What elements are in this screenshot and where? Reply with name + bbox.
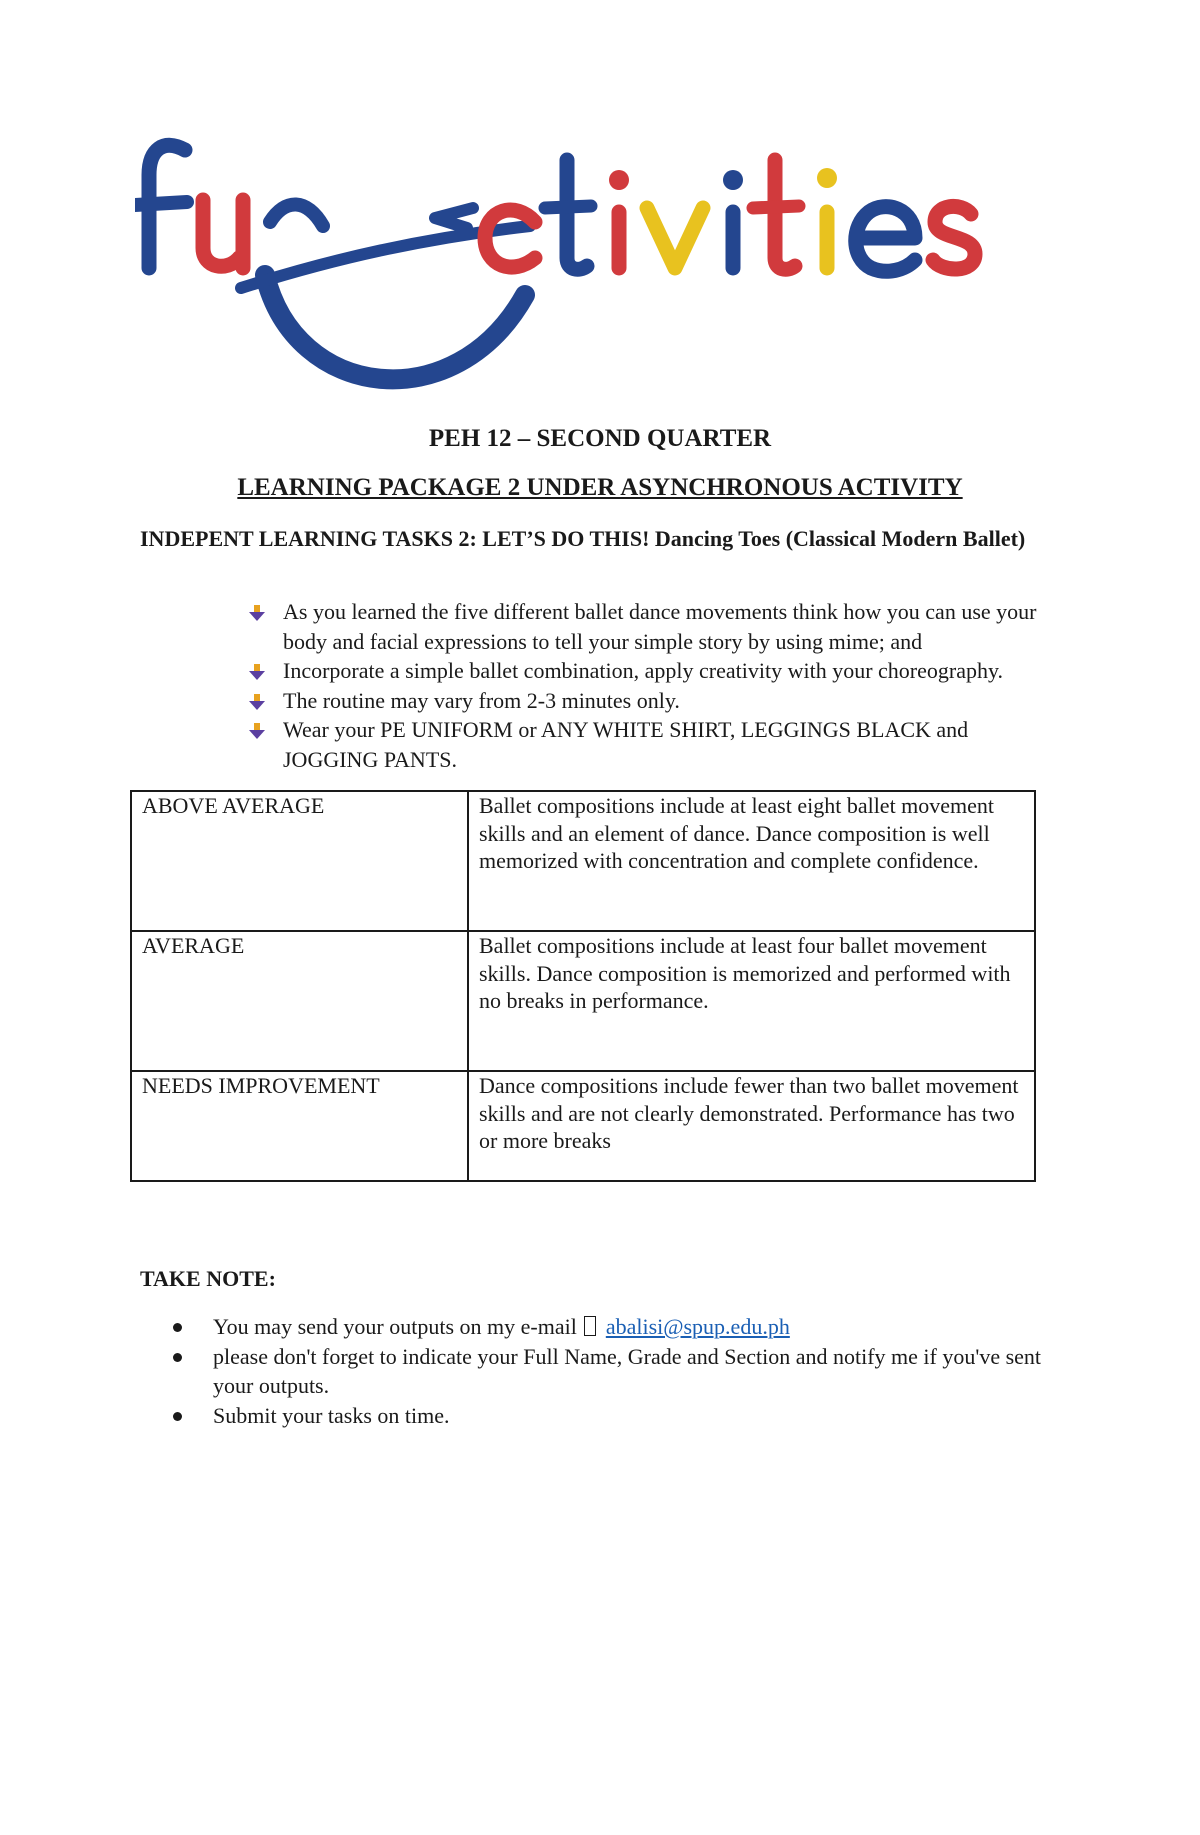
arrow-down-icon bbox=[248, 693, 266, 711]
rubric-table bbox=[130, 790, 1036, 1182]
email-prefix-text: You may send your outputs on my e-mail bbox=[213, 1314, 577, 1339]
rubric-description: Ballet compositions include at least four ballet movement skills. Dance composition is memorized and performed with no breaks in performance. bbox=[468, 931, 1035, 1071]
page-subtitle: LEARNING PACKAGE 2 UNDER ASYNCHRONOUS ACTIVITY bbox=[237, 474, 963, 501]
table-row bbox=[131, 931, 1035, 1071]
arrow-down-icon bbox=[248, 663, 266, 681]
email-link[interactable]: abalisi@spup.edu.ph bbox=[605, 1314, 790, 1339]
arrow-down-icon bbox=[248, 604, 266, 622]
rubric-description: Ballet compositions include at least eight ballet movement skills and an element of dance. Dance composition is well memorized with concentration and complete confidence. bbox=[468, 791, 1035, 931]
task-item-text: Wear your PE UNIFORM or ANY WHITE SHIRT, LEGGINGS BLACK and JOGGING PANTS. bbox=[283, 717, 969, 772]
list-item bbox=[173, 1312, 1073, 1342]
bullet-icon bbox=[173, 1323, 182, 1332]
rubric-level: AVERAGE bbox=[131, 931, 468, 1071]
list-item bbox=[248, 656, 1068, 686]
note-item-text: Submit your tasks on time. bbox=[213, 1402, 450, 1428]
task-item-text: As you learned the five different ballet dance movements think how you can use your body and facial expressions to tell your simple story by using mime; and bbox=[283, 599, 1037, 654]
rubric-level: ABOVE AVERAGE bbox=[131, 791, 468, 931]
bullet-icon bbox=[173, 1412, 182, 1421]
page-title: PEH 12 – SECOND QUARTER bbox=[428, 425, 772, 452]
missing-glyph-icon bbox=[584, 1316, 596, 1336]
task-item-text: Incorporate a simple ballet combination, apply creativity with your choreography. bbox=[283, 658, 1004, 683]
fun-activities-logo bbox=[135, 130, 1075, 420]
take-note-list bbox=[173, 1312, 1073, 1430]
bullet-icon bbox=[173, 1353, 182, 1362]
task-heading: INDEPENT LEARNING TASKS 2: LET’S DO THIS! Dancing Toes (Classical Modern Ballet) bbox=[140, 526, 1026, 551]
arrow-down-icon bbox=[248, 722, 266, 740]
logo-graphic bbox=[135, 130, 1075, 420]
rubric-level: NEEDS IMPROVEMENT bbox=[131, 1071, 468, 1181]
note-item-text: please don't forget to indicate your Full Name, Grade and Section and notify me if you've sent your outputs. bbox=[213, 1343, 1042, 1398]
list-item bbox=[173, 1342, 1073, 1401]
rubric-description: Dance compositions include fewer than two ballet movement skills and are not clearly demonstrated. Performance has two or more breaks bbox=[468, 1071, 1035, 1181]
table-row bbox=[131, 1071, 1035, 1181]
take-note-heading: TAKE NOTE: bbox=[140, 1266, 276, 1291]
list-item bbox=[248, 597, 1068, 656]
list-item bbox=[248, 715, 1068, 774]
table-row bbox=[131, 791, 1035, 931]
task-item-text: The routine may vary from 2-3 minutes only. bbox=[283, 687, 680, 713]
list-item bbox=[248, 686, 1068, 716]
list-item bbox=[173, 1401, 1073, 1431]
task-instructions-list bbox=[248, 597, 1068, 774]
